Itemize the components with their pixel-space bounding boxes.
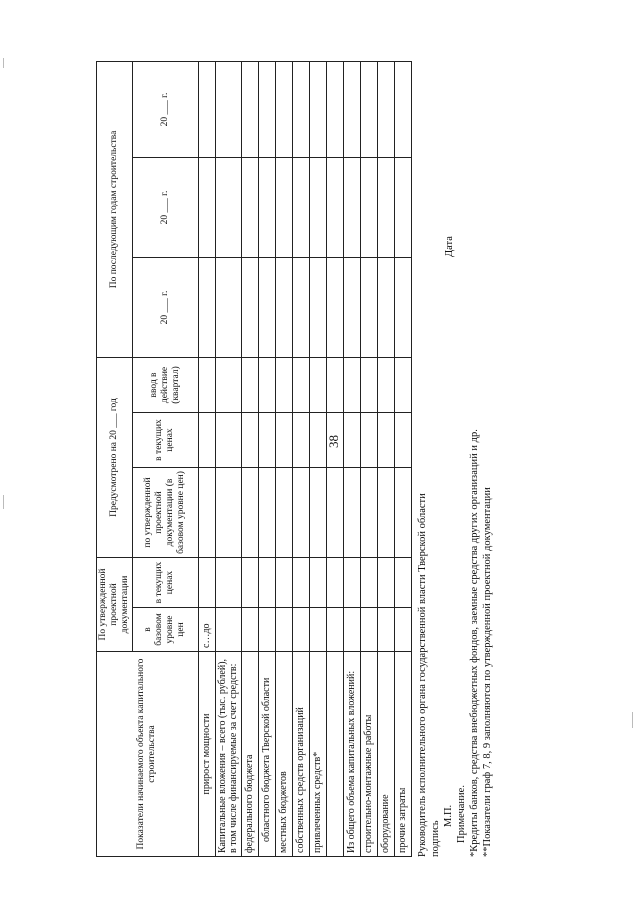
table-cell <box>309 468 326 558</box>
row-label: оборудование <box>377 652 394 857</box>
header-approved: По утвержденной проектной документации <box>97 558 133 652</box>
table-cell <box>326 157 343 257</box>
table-cell <box>275 413 292 468</box>
header-years: По последующим годам строительства <box>97 61 133 357</box>
table-cell <box>275 357 292 412</box>
row-label: строительно-монтажные работы <box>360 652 377 857</box>
table-cell <box>309 157 326 257</box>
table-cell <box>241 558 258 608</box>
table-cell <box>360 257 377 357</box>
table-cell <box>258 357 275 412</box>
table-cell <box>377 61 394 157</box>
header-year-3: 20 ___ г. <box>132 61 198 157</box>
header-planned: Предусмотрено на 20 ___ год <box>97 357 133 557</box>
scan-mark <box>632 712 633 728</box>
table-cell <box>394 357 411 412</box>
table-cell <box>215 61 241 157</box>
table-cell <box>360 468 377 558</box>
table-cell <box>343 413 360 468</box>
table-cell <box>343 257 360 357</box>
table-cell <box>309 357 326 412</box>
table-cell <box>241 157 258 257</box>
table-cell <box>292 157 309 257</box>
table-cell <box>292 257 309 357</box>
table-row <box>343 61 360 856</box>
table-cell <box>292 61 309 157</box>
table-cell <box>343 357 360 412</box>
header-planned-base: по утвержденной проектной документации (в базовом уровне цен) <box>132 468 198 558</box>
table-cell <box>292 413 309 468</box>
table-cell <box>215 558 241 608</box>
table-cell <box>275 558 292 608</box>
table-cell: с…до <box>198 608 215 652</box>
table-cell <box>377 413 394 468</box>
footer <box>416 62 494 857</box>
table-cell <box>215 413 241 468</box>
table-cell <box>215 468 241 558</box>
signature-label: подпись <box>430 820 441 857</box>
table-cell <box>275 257 292 357</box>
table-cell <box>275 157 292 257</box>
scan-mark <box>3 58 4 68</box>
table-cell <box>258 468 275 558</box>
table-cell <box>241 468 258 558</box>
table-cell <box>326 257 343 357</box>
row-label: федерального бюджета <box>241 652 258 857</box>
table-cell <box>326 468 343 558</box>
note-title: Примечание. <box>456 785 467 843</box>
table-cell <box>394 257 411 357</box>
table-cell <box>326 61 343 157</box>
table-cell <box>292 468 309 558</box>
stamp-label: М.П. <box>443 804 454 827</box>
table-cell <box>198 157 215 257</box>
table-cell <box>215 257 241 357</box>
table-cell <box>258 61 275 157</box>
table-row <box>292 61 309 856</box>
note-2: **Показатели граф 7, 8, 9 заполняются по утвержденной проектной документации <box>482 487 493 857</box>
row-label: областного бюджета Тверской области <box>258 652 275 857</box>
table-cell <box>241 257 258 357</box>
table-cell <box>360 558 377 608</box>
table-row <box>360 61 377 856</box>
table-cell <box>326 558 343 608</box>
table-cell <box>275 61 292 157</box>
table-cell <box>394 558 411 608</box>
table-cell <box>377 157 394 257</box>
table-cell <box>360 357 377 412</box>
table-cell <box>343 61 360 157</box>
table-cell <box>198 61 215 157</box>
table-row <box>377 61 394 856</box>
table-cell <box>275 468 292 558</box>
table-cell <box>309 558 326 608</box>
header-approved-current: в текущих ценах <box>132 558 198 608</box>
table-cell <box>215 157 241 257</box>
table-cell <box>258 558 275 608</box>
scan-mark <box>3 495 4 509</box>
date-label: Дата <box>444 236 455 257</box>
table-cell <box>360 413 377 468</box>
table-cell <box>360 157 377 257</box>
table-row <box>309 61 326 856</box>
table-cell <box>241 357 258 412</box>
table-cell <box>241 61 258 157</box>
header-planned-current: в текущих ценах <box>132 413 198 468</box>
table-cell <box>275 608 292 652</box>
row-label: местных бюджетов <box>275 652 292 857</box>
table-cell <box>360 61 377 157</box>
table-cell <box>343 468 360 558</box>
table-cell <box>377 257 394 357</box>
header-year-1: 20 ___ г. <box>132 257 198 357</box>
row-label: привлеченных средств* <box>309 652 326 857</box>
table-cell <box>326 608 343 652</box>
table-cell <box>326 413 343 468</box>
table-cell <box>377 468 394 558</box>
table-cell <box>394 61 411 157</box>
table-row <box>215 61 241 856</box>
table-cell <box>292 357 309 412</box>
rotated-content <box>96 62 491 857</box>
row-label: собственных средств организаций <box>292 652 309 857</box>
table-cell <box>309 61 326 157</box>
table-cell <box>343 558 360 608</box>
table-row <box>275 61 292 856</box>
row-label <box>326 652 343 857</box>
table-cell <box>215 608 241 652</box>
table-cell <box>394 413 411 468</box>
header-planned-commission: ввод в действие (квартал) <box>132 357 198 412</box>
table-cell <box>377 357 394 412</box>
head-official-line: Руководитель исполнительного органа государственной власти Тверской области <box>417 493 428 857</box>
table-cell <box>292 608 309 652</box>
header-approved-base: в базовом уровне цен <box>132 608 198 652</box>
table-cell <box>258 157 275 257</box>
table-cell <box>215 357 241 412</box>
table-cell <box>292 558 309 608</box>
table-cell <box>309 257 326 357</box>
table-cell <box>343 608 360 652</box>
capital-investment-table <box>96 61 412 857</box>
row-label: прирост мощности <box>198 652 215 857</box>
table-cell <box>241 413 258 468</box>
table-cell <box>343 157 360 257</box>
table-cell <box>198 357 215 412</box>
table-cell <box>309 608 326 652</box>
table-cell <box>198 257 215 357</box>
page-number: 38 <box>326 435 341 448</box>
table-cell <box>394 608 411 652</box>
table-cell <box>198 558 215 608</box>
table-cell <box>360 608 377 652</box>
table-cell <box>198 468 215 558</box>
table-row <box>258 61 275 856</box>
table-cell <box>258 413 275 468</box>
note-1: *Кредиты банков, средства внебюджетных фондов, заемные средства других организаций и др. <box>469 429 480 857</box>
table-row <box>241 61 258 856</box>
row-label: прочие затраты <box>394 652 411 857</box>
table-cell <box>377 558 394 608</box>
table-cell <box>198 413 215 468</box>
table-cell <box>394 468 411 558</box>
table-cell <box>377 608 394 652</box>
row-label: Капитальные вложения – всего (тыс. рублей), в том числе финансируемые за счет средств: <box>215 652 241 857</box>
table-cell <box>241 608 258 652</box>
table-cell <box>326 357 343 412</box>
header-indicator: Показатели начинаемого объекта капитального строительства <box>97 652 199 857</box>
table-cell <box>258 257 275 357</box>
header-year-2: 20 ___ г. <box>132 157 198 257</box>
row-label: Из общего объема капитальных вложений: <box>343 652 360 857</box>
table-row <box>394 61 411 856</box>
table-row <box>198 61 215 856</box>
table-cell <box>309 413 326 468</box>
table-cell <box>258 608 275 652</box>
table-row <box>326 61 343 856</box>
table-cell <box>394 157 411 257</box>
